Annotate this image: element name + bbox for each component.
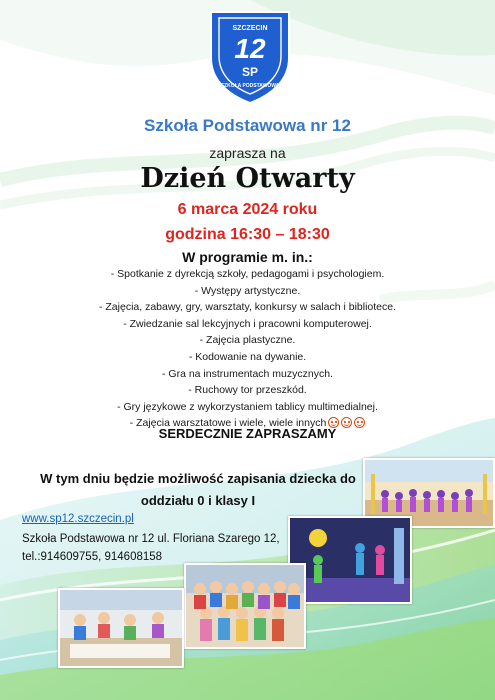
school-logo xyxy=(205,6,295,106)
program-item: - Kodowanie na dywanie. xyxy=(188,350,307,363)
school-address: Szkoła Podstawowa nr 12 ul. Floriana Szarego 12, xyxy=(22,533,280,545)
program-item: - Spotkanie z dyrekcją szkoły, pedagogami i psychologiem. xyxy=(110,268,385,280)
school-name: Szkoła Podstawowa nr 12 xyxy=(144,116,351,135)
enrollment-info xyxy=(28,468,368,512)
program-heading: W programie m. in.: xyxy=(182,249,313,265)
program-item: - Gra na instrumentach muzycznych. xyxy=(162,367,333,380)
program-item: - Ruchowy tor przeszkód. xyxy=(188,384,307,397)
logo-city: SZCZECIN xyxy=(232,25,268,32)
closing-text: SERDECZNIE ZAPRASZAMY xyxy=(158,426,337,441)
photo-library-workshop xyxy=(58,588,184,668)
logo-number: 12 xyxy=(234,33,266,64)
program-item: - Zwiedzanie sal lekcyjnych i pracowni komputerowej. xyxy=(123,317,372,330)
enrollment-line-1: W tym dniu będzie możliwość zapisania dziecka do xyxy=(40,471,356,486)
photo-class-group xyxy=(184,563,306,649)
website-link[interactable]: www.sp12.szczecin.pl xyxy=(22,513,134,525)
program-item: - Zajęcia warsztatowe i wiele, wiele innych xyxy=(0,415,495,432)
photo-stage-performance xyxy=(288,516,412,604)
program-item: - Występy artystyczne. xyxy=(194,284,301,297)
enrollment-line-2: oddziału 0 i klasy I xyxy=(140,493,256,508)
event-time: godzina 16:30 – 18:30 xyxy=(165,226,330,243)
program-item: - Gry językowe z wykorzystaniem tablicy multimedialnej. xyxy=(117,400,378,413)
program-item: - Zajęcia plastyczne. xyxy=(199,334,296,347)
logo-subtitle: SZKOŁA PODSTAWOWA xyxy=(220,83,280,89)
invites-text: zaprasza na xyxy=(209,145,286,161)
program-list xyxy=(0,266,495,432)
school-phone: tel.:914609755, 914608158 xyxy=(22,551,163,563)
logo-abbr: SP xyxy=(241,65,259,79)
program-item: - Zajęcia, zabawy, gry, warsztaty, konkursy w salach i bibliotece. xyxy=(98,301,397,314)
event-date: 6 marca 2024 roku xyxy=(177,201,318,218)
event-title: Dzień Otwarty xyxy=(140,163,355,194)
